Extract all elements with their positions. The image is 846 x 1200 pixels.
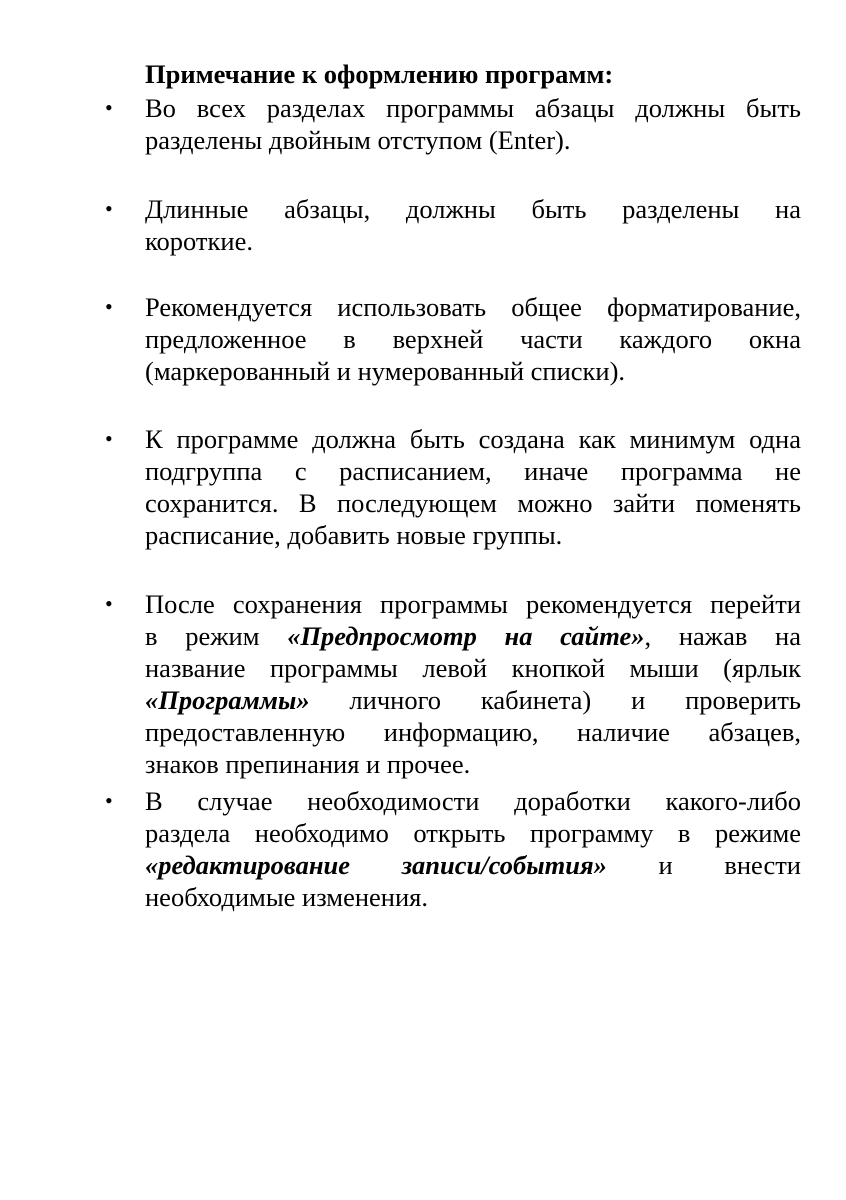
text-line: (маркерованный и нумерованный списки). — [145, 356, 626, 386]
list-item-text — [145, 423, 801, 551]
emphasis-preview-mode: «Предпросмотр на сайте» — [287, 621, 645, 651]
bullet-icon: • — [105, 591, 113, 616]
bullet-icon: • — [105, 294, 113, 319]
list-item-text — [145, 785, 801, 913]
document-title: Примечание к оформлению программ: — [145, 59, 614, 89]
list-item-text — [145, 291, 801, 387]
text-line: После сохранения программы рекомендуется перейти — [145, 589, 801, 619]
text-segment: личного кабинета) и проверить — [309, 685, 801, 715]
text-line: название программы левой кнопкой мыши (ярлык — [145, 653, 801, 683]
text-line: предложенное в верхней части каждого окна — [145, 324, 801, 354]
text-line: Рекомендуется использовать общее форматирование, — [145, 292, 801, 322]
list-item-text — [145, 193, 801, 257]
text-segment: в режим — [145, 621, 260, 651]
text-line: К программе должна быть создана как минимум одна — [145, 424, 801, 454]
text-line: сохранится. В последующем можно зайти поменять — [145, 488, 801, 518]
text-line: В случае необходимости доработки какого-либо — [145, 786, 801, 816]
bullet-icon: • — [105, 788, 113, 813]
text-line — [145, 684, 801, 716]
emphasis-edit-mode: «редактирование записи/события» — [145, 850, 607, 880]
list-item-text — [145, 92, 801, 156]
text-line: Во всех разделах программы абзацы должны быть — [145, 93, 801, 123]
text-line: расписание, добавить новые группы. — [145, 520, 563, 550]
text-line: раздела необходимо открыть программу в режиме — [145, 818, 801, 848]
text-line: необходимые изменения. — [145, 882, 428, 912]
text-line: предоставленную информацию, наличие абзацев, — [145, 717, 801, 747]
emphasis-programs-tab: «Программы» — [145, 685, 310, 715]
bullet-icon: • — [105, 95, 113, 120]
text-line: разделены двойным отступом (Enter). — [145, 125, 571, 155]
text-line — [145, 620, 801, 652]
text-line: знаков препинания и прочее. — [145, 749, 471, 779]
bullet-icon: • — [105, 426, 113, 451]
text-line: короткие. — [145, 226, 253, 256]
text-segment: и внести — [606, 850, 801, 880]
text-line: подгруппа с расписанием, иначе программа не — [145, 456, 801, 486]
text-line — [145, 849, 801, 881]
list-item-text — [145, 588, 801, 780]
text-line: Длинные абзацы, должны быть разделены на — [145, 194, 801, 224]
text-segment: , нажав на — [644, 621, 801, 651]
bullet-icon: • — [105, 196, 113, 221]
